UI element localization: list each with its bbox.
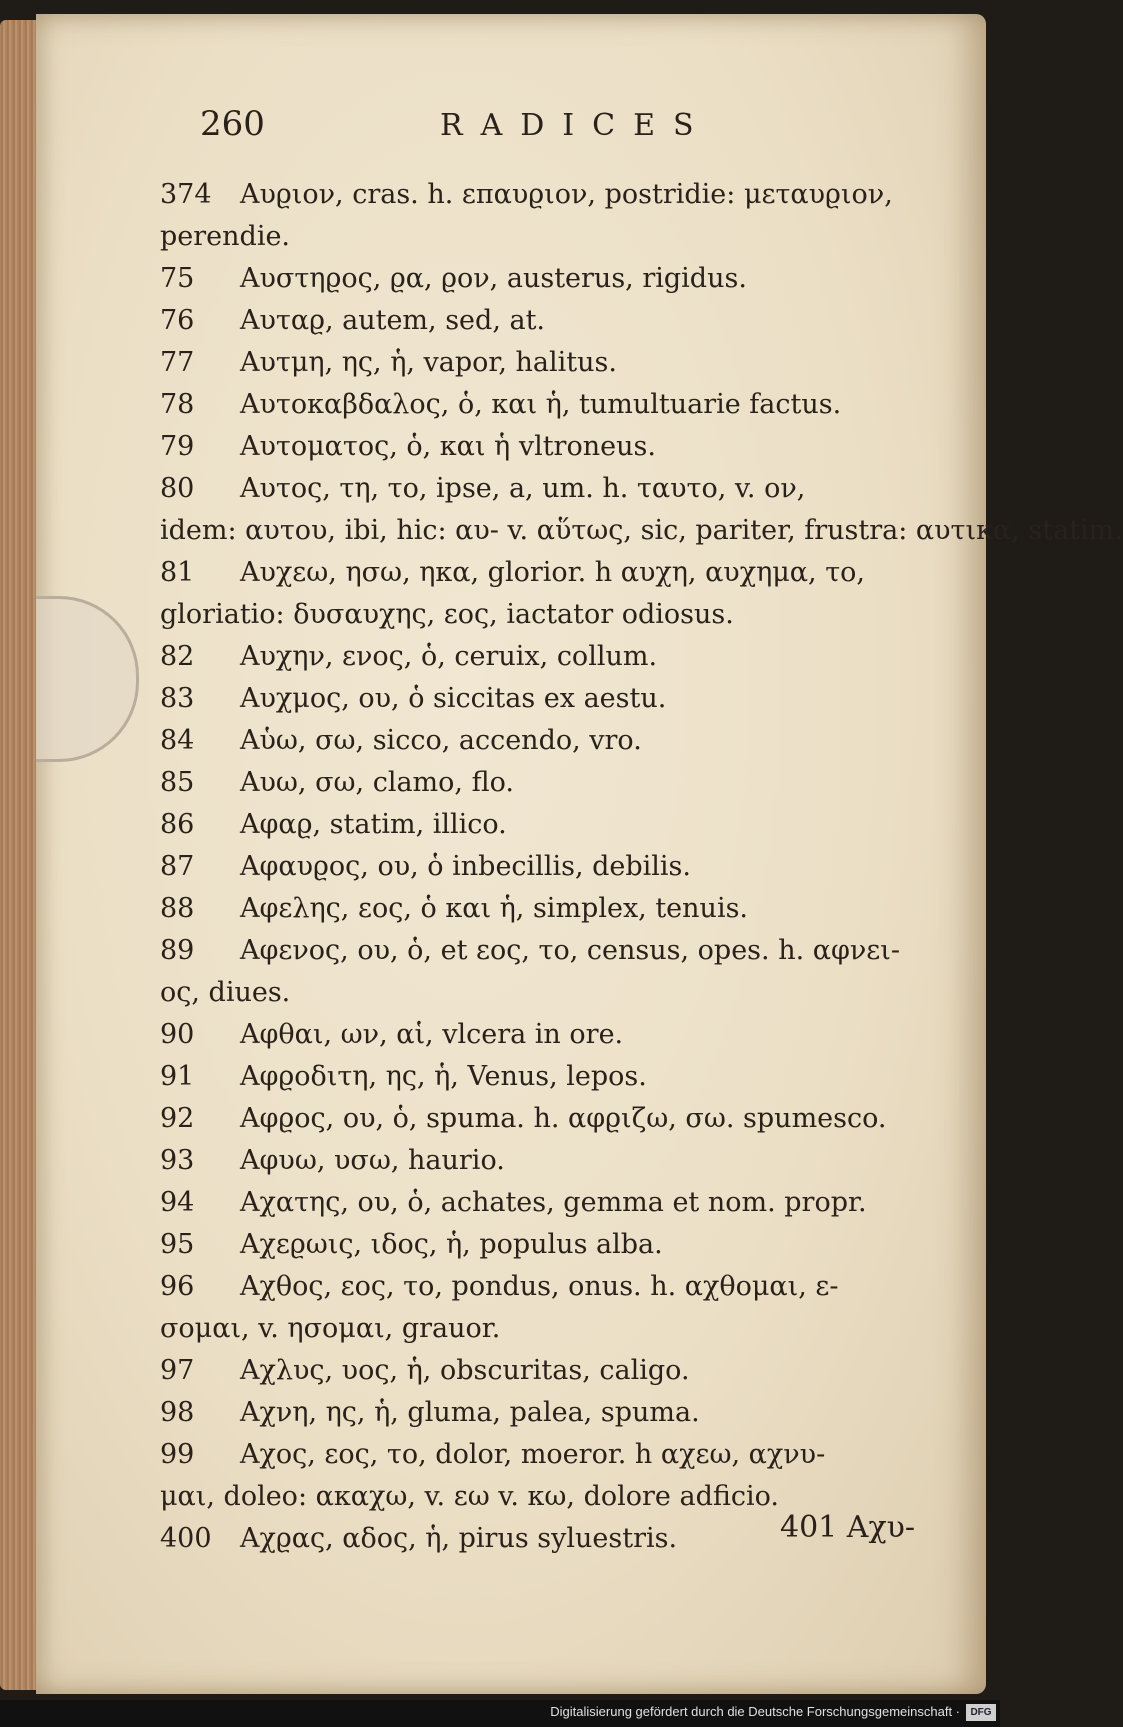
entry-number: 91 [160,1061,195,1092]
page-number: 260 [200,104,265,144]
entry-number: 80 [160,473,195,504]
dictionary-entry [160,384,970,426]
dictionary-entry [160,1014,970,1056]
dictionary-entry [160,804,970,846]
dictionary-entry [160,1434,970,1518]
entry-text: Αυϱιον, cras. h. επαυϱιον, postridie: μεταυϱιον, [240,179,893,210]
entry-text: Αυταϱ, autem, sed, at. [240,305,546,336]
dictionary-entry [160,1392,970,1434]
dictionary-entry [160,636,970,678]
entry-number: 85 [160,767,195,798]
entry-text: Αφελης, εος, ὁ και ἡ, simplex, tenuis. [240,893,749,924]
entry-text: Αφενος, ου, ὁ, et εος, το, census, opes. h. αφνει- [240,935,900,966]
footer-bar [0,1700,1000,1727]
entry-number: 89 [160,935,195,966]
entry-text: Αχεϱωις, ιδος, ἡ, populus alba. [240,1229,663,1260]
entry-text: Αὑω, σω, sicco, accendo, vro. [240,725,642,756]
entry-number: 99 [160,1439,195,1470]
entry-text: Αυχεω, ησω, ηκα, glorior. h αυχη, αυχημα, το, [240,557,865,588]
entry-number: 86 [160,809,195,840]
entry-number: 83 [160,683,195,714]
page-header [200,104,760,150]
entry-number: 90 [160,1019,195,1050]
entry-text: Αφϱος, ου, ὁ, spuma. h. αφϱιζω, σω. spumesco. [240,1103,887,1134]
entry-text: Αχνη, ης, ἡ, gluma, palea, spuma. [240,1397,700,1428]
dictionary-entry [160,552,970,636]
entry-text: Αφαυϱος, ου, ὁ inbecillis, debilis. [240,851,691,882]
entry-text: Αχατης, ου, ὁ, achates, gemma et nom. propr. [240,1187,867,1218]
entry-continuation: perendie. [160,221,291,252]
entry-number: 87 [160,851,195,882]
entry-number: 84 [160,725,195,756]
dfg-logo: DFG [966,1704,996,1721]
entry-text: Αχος, εος, το, dolor, moeror. h αχεω, αχνυ- [240,1439,826,1470]
dictionary-entry [160,1098,970,1140]
entry-number: 75 [160,263,195,294]
entry-text: Αφθαι, ων, αἱ, vlcera in ore. [240,1019,624,1050]
dictionary-entry [160,468,1123,552]
entry-text: Αυω, σω, clamo, flo. [240,767,514,798]
dictionary-entry [160,342,970,384]
entry-number: 93 [160,1145,195,1176]
entry-number: 82 [160,641,195,672]
entry-number: 79 [160,431,195,462]
footer-credit: Digitalisierung gefördert durch die Deutsche Forschungsgemeinschaft · [550,1704,960,1719]
entry-continuation: μαι, doleo: ακαχω, v. εω v. κω, dolore adficio. [160,1481,779,1512]
entry-text: Αχθος, εος, το, pondus, onus. h. αχθομαι, ε- [240,1271,839,1302]
entry-number: 374 [160,179,212,210]
dictionary-entry [160,1140,970,1182]
entry-number: 94 [160,1187,195,1218]
running-title: RADICES [440,108,712,143]
entry-text: Αυτμη, ης, ἡ, vapor, halitus. [240,347,617,378]
catchword: 401 Αχυ- [780,1510,916,1545]
entry-number: 77 [160,347,195,378]
entry-number: 92 [160,1103,195,1134]
dictionary-entry [160,1266,970,1350]
entry-number: 95 [160,1229,195,1260]
entry-number: 76 [160,305,195,336]
entry-number: 97 [160,1355,195,1386]
entry-number: 78 [160,389,195,420]
entry-text: Αχϱας, αδος, ἡ, pirus syluestris. [240,1523,678,1554]
entry-number: 88 [160,893,195,924]
entry-number: 98 [160,1397,195,1428]
dictionary-entry [160,1056,970,1098]
dictionary-entry [160,720,970,762]
entry-text: Αυτοματος, ὁ, και ἡ vltroneus. [240,431,656,462]
dictionary-entry [160,1182,970,1224]
entry-continuation: idem: αυτου, ibi, hic: αυ- v. αὕτως, sic, pariter, frustra: αυτικα, statim. [160,515,1123,546]
dictionary-entry [160,1224,970,1266]
entry-text: Αυτος, τη, το, ipse, a, um. h. ταυτο, v. ον, [240,473,806,504]
entry-text: Αχλυς, υος, ἡ, obscuritas, caligo. [240,1355,690,1386]
entry-continuation: gloriatio: δυσαυχης, εος, iactator odiosus. [160,599,734,630]
dictionary-entry [160,762,970,804]
entry-text: Αυστηϱος, ϱα, ϱον, austerus, rigidus. [240,263,747,294]
entry-text: Αυτοκαβδαλος, ὁ, και ἡ, tumultuarie factus. [240,389,842,420]
dictionary-entry [160,426,970,468]
dictionary-entry [160,930,970,1014]
dictionary-entry [160,888,970,930]
entry-text: Αυχμος, ου, ὁ siccitas ex aestu. [240,683,667,714]
dictionary-entry [160,678,970,720]
entry-continuation: ος, diues. [160,977,291,1008]
dictionary-entry [160,258,970,300]
entry-number: 96 [160,1271,195,1302]
bookmark-clip [36,596,139,762]
entry-text: Αφυω, υσω, haurio. [240,1145,505,1176]
dictionary-entry [160,846,970,888]
entry-text: Αφαϱ, statim, illico. [240,809,507,840]
entry-text: Αφϱοδιτη, ης, ἡ, Venus, lepos. [240,1061,647,1092]
entry-text: Αυχην, ενος, ὁ, ceruix, collum. [240,641,658,672]
entry-number: 400 [160,1523,212,1554]
entry-number: 81 [160,557,195,588]
entry-continuation: σομαι, v. ησομαι, grauor. [160,1313,501,1344]
book-edge [0,20,40,1690]
dictionary-entry [160,174,970,258]
dictionary-entry [160,1350,970,1392]
dictionary-entry [160,300,970,342]
